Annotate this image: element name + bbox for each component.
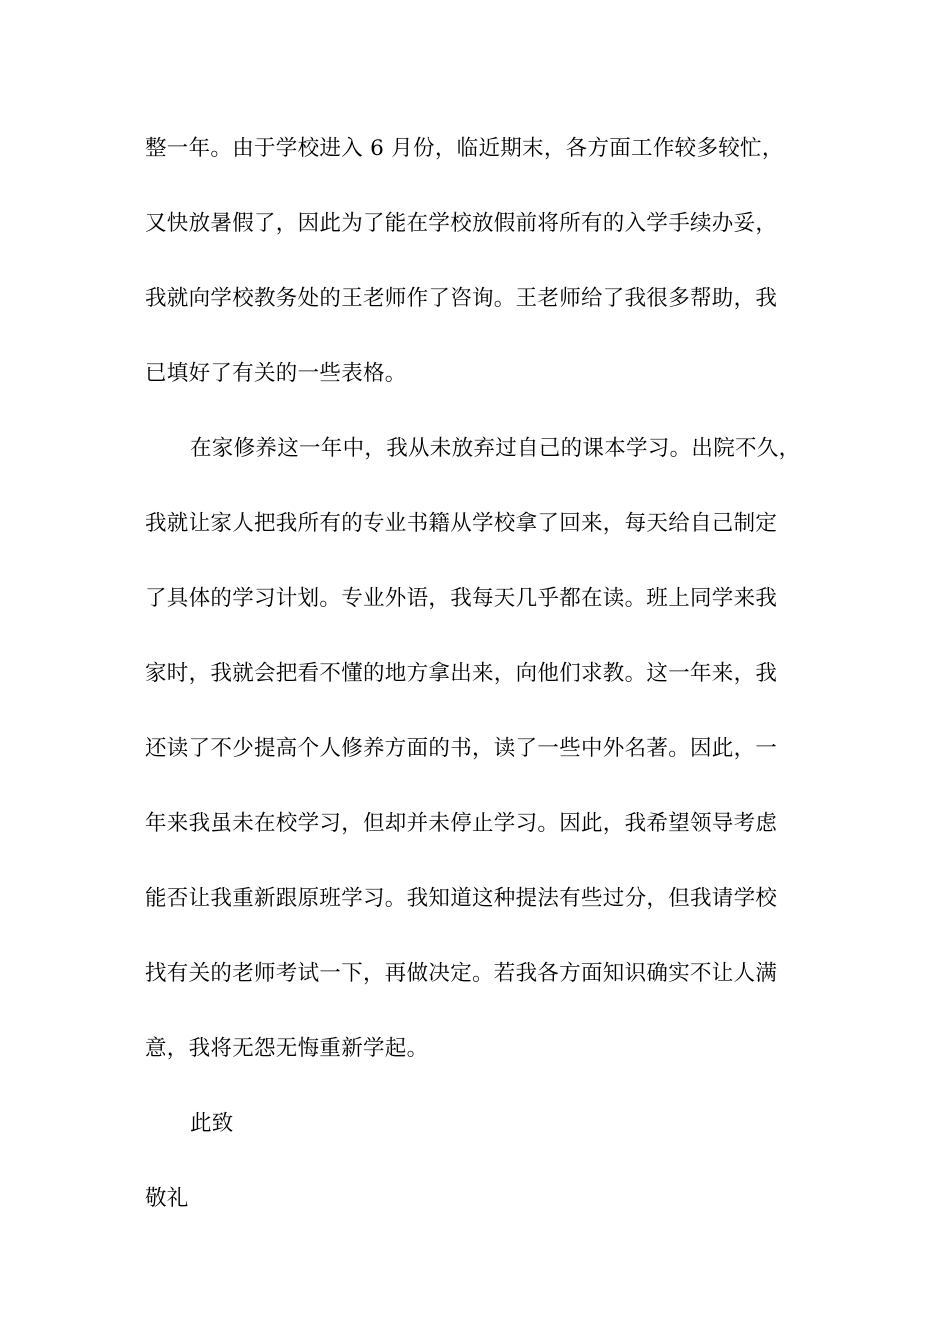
text-line: 年来我虽未在校学习，但却并未停止学习。因此，我希望领导考虑 — [145, 811, 778, 836]
text-line: 我就向学校教务处的王老师作了咨询。王老师给了我很多帮助，我 — [145, 286, 778, 311]
text-line: 还读了不少提高个人修养方面的书，读了一些中外名著。因此，一 — [145, 736, 778, 761]
text-line: 家时，我就会把看不懂的地方拿出来，向他们求教。这一年来，我 — [145, 661, 778, 686]
text-line: 又快放暑假了，因此为了能在学校放假前将所有的入学手续办妥， — [145, 211, 778, 236]
text-line: 找有关的老师考试一下，再做决定。若我各方面知识确实不让人满 — [145, 961, 778, 986]
text-line: 了具体的学习计划。专业外语，我每天几乎都在读。班上同学来我 — [145, 586, 778, 611]
text-line: 能否让我重新跟原班学习。我知道这种提法有些过分，但我请学校 — [145, 886, 778, 911]
closing-regards: 敬礼 — [145, 1186, 189, 1211]
text-line: 意，我将无怨无悔重新学起。 — [145, 1036, 429, 1061]
paragraph-start-line: 在家修养这一年中，我从未放弃过自己的课本学习。出院不久， — [190, 436, 801, 461]
closing-salutation: 此致 — [190, 1111, 234, 1136]
text-line: 整一年。由于学校进入 6 月份，临近期末，各方面工作较多较忙， — [145, 136, 784, 161]
text-line: 我就让家人把我所有的专业书籍从学校拿了回来，每天给自己制定 — [145, 511, 778, 536]
text-line: 已填好了有关的一些表格。 — [145, 361, 407, 386]
